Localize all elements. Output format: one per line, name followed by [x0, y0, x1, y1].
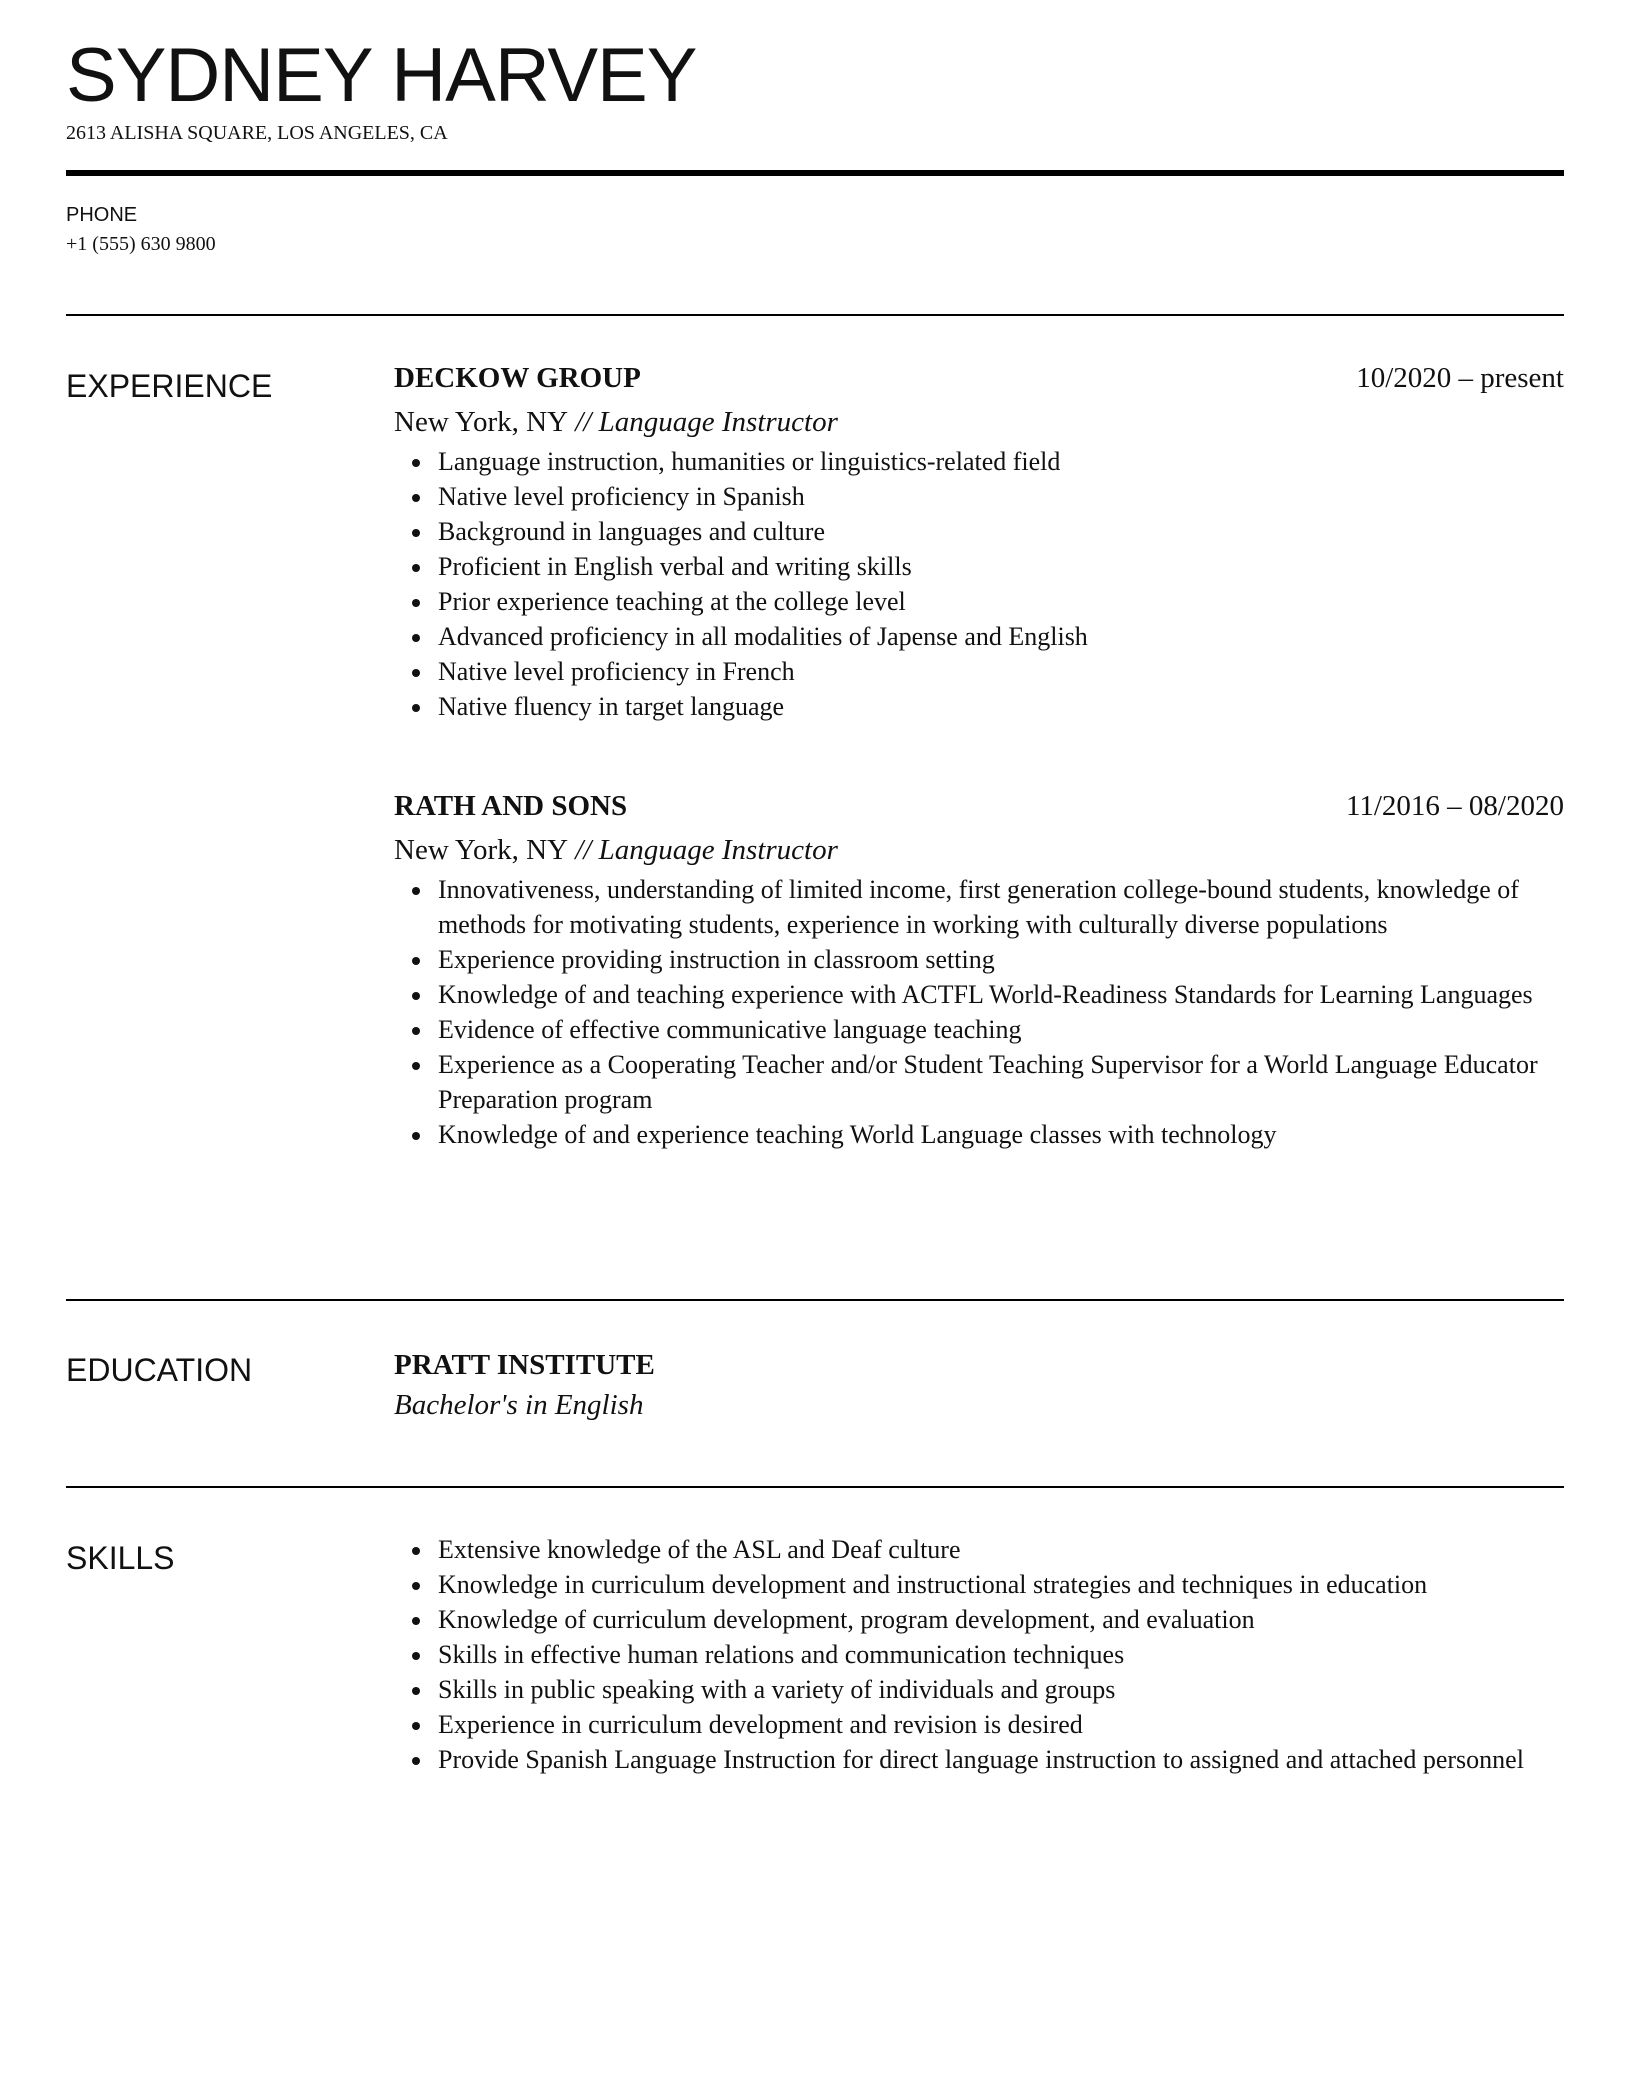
job-bullet: Knowledge of and teaching experience with ACTFL World-Readiness Standards for Learning Languages: [438, 977, 1564, 1012]
job-bullet: Native level proficiency in French: [438, 654, 1564, 689]
education-school: PRATT INSTITUTE: [394, 1349, 655, 1381]
job-location: New York, NY: [394, 834, 569, 866]
job-bullet: Advanced proficiency in all modalities of Japense and English: [438, 619, 1564, 654]
section-divider: [66, 1486, 1564, 1488]
job-bullet: Native level proficiency in Spanish: [438, 479, 1564, 514]
job-bullet: Background in languages and culture: [438, 514, 1564, 549]
job-dates: 11/2016 – 08/2020: [1345, 790, 1564, 822]
job-bullet-list: [394, 444, 1564, 724]
experience-heading: EXPERIENCE: [66, 368, 273, 404]
skills-list: [394, 1532, 1564, 1777]
skill-item: Knowledge in curriculum development and instructional strategies and techniques in education: [438, 1567, 1564, 1602]
education-degree: Bachelor's in English: [394, 1389, 644, 1421]
job-role: Language Instructor: [598, 406, 838, 438]
job-bullet: Innovativeness, understanding of limited income, first generation college-bound students, knowledge of methods for motivating students, experience in working with culturally diverse populations: [438, 872, 1564, 942]
job-bullet: Experience providing instruction in classroom setting: [438, 942, 1564, 977]
skills-heading: SKILLS: [66, 1540, 175, 1576]
skill-item: Experience in curriculum development and revision is desired: [438, 1707, 1564, 1742]
job-separator: //: [568, 406, 599, 438]
job-subline: [394, 830, 1564, 870]
job-bullet: Language instruction, humanities or linguistics-related field: [438, 444, 1564, 479]
skill-item: Provide Spanish Language Instruction for direct language instruction to assigned and attached personnel: [438, 1742, 1564, 1777]
job-company: RATH AND SONS: [394, 790, 628, 822]
phone-label: PHONE: [66, 204, 138, 226]
job-location: New York, NY: [394, 406, 569, 438]
candidate-address: 2613 ALISHA SQUARE, LOS ANGELES, CA: [66, 122, 448, 144]
section-divider: [66, 314, 1564, 316]
job-bullet-list: [394, 872, 1564, 1152]
education-heading: EDUCATION: [66, 1352, 253, 1388]
job-entry: [394, 362, 1564, 724]
job-dates: 10/2020 – present: [1356, 362, 1564, 394]
job-bullet: Evidence of effective communicative language teaching: [438, 1012, 1564, 1047]
header-divider: [66, 170, 1564, 176]
job-bullet: Proficient in English verbal and writing skills: [438, 549, 1564, 584]
job-role: Language Instructor: [598, 834, 838, 866]
job-subline: [394, 402, 1564, 442]
skill-item: Knowledge of curriculum development, program development, and evaluation: [438, 1602, 1564, 1637]
job-bullet: Prior experience teaching at the college level: [438, 584, 1564, 619]
job-bullet: Native fluency in target language: [438, 689, 1564, 724]
job-company: DECKOW GROUP: [394, 362, 641, 394]
phone-value: +1 (555) 630 9800: [66, 233, 216, 255]
job-separator: //: [568, 834, 599, 866]
skill-item: Skills in effective human relations and communication techniques: [438, 1637, 1564, 1672]
candidate-name: SYDNEY HARVEY: [66, 33, 697, 118]
skill-item: Extensive knowledge of the ASL and Deaf culture: [438, 1532, 1564, 1567]
job-bullet: Experience as a Cooperating Teacher and/or Student Teaching Supervisor for a World Language Educator Preparation program: [438, 1047, 1564, 1117]
skill-item: Skills in public speaking with a variety of individuals and groups: [438, 1672, 1564, 1707]
section-divider: [66, 1299, 1564, 1301]
job-entry: [394, 790, 1564, 1152]
skills-entry: [394, 1532, 1564, 1777]
education-entry: [394, 1345, 1564, 1425]
job-bullet: Knowledge of and experience teaching World Language classes with technology: [438, 1117, 1564, 1152]
